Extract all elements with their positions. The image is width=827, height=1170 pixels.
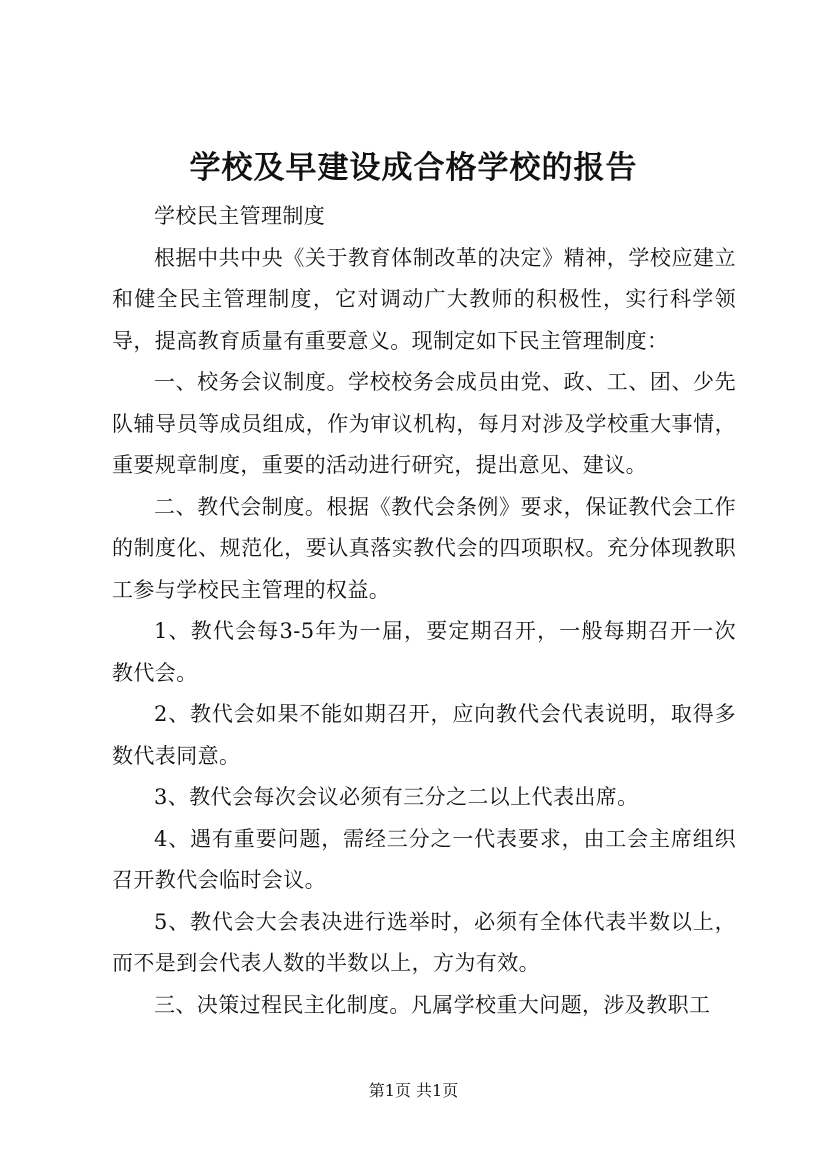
item-5-paragraph: 5、教代会大会表决进行选举时，必须有全体代表半数以上，而不是到会代表人数的半数以上，方为有效。 [112,909,736,975]
item-3-paragraph: 3、教代会每次会议必须有三分之二以上代表出席。 [154,785,639,809]
section-heading: 学校民主管理制度 [154,204,326,228]
item-1-paragraph: 1、教代会每3-5年为一届，要定期召开，一般每期召开一次教代会。 [112,619,736,685]
page-number-footer: 第1页 共1页 [368,1081,459,1100]
item-2-paragraph: 2、教代会如果不能如期召开，应向教代会代表说明，取得多数代表同意。 [112,702,736,768]
document-body [112,196,736,1026]
section-2-paragraph: 二、教代会制度。根据《教代会条例》要求，保证教代会工作的制度化、规范化，要认真落实教代会的四项职权。充分体现教职工参与学校民主管理的权益。 [112,494,736,602]
document-title: 学校及早建设成合格学校的报告 [189,150,638,186]
section-1-paragraph: 一、校务会议制度。学校校务会成员由党、政、工、团、少先队辅导员等成员组成，作为审议机构，每月对涉及学校重大事情，重要规章制度，重要的活动进行研究，提出意见、建议。 [112,370,736,477]
item-4-paragraph: 4、遇有重要问题，需经三分之一代表要求，由工会主席组织召开教代会临时会议。 [112,826,736,892]
section-3-paragraph: 三、决策过程民主化制度。凡属学校重大问题，涉及教职工 [154,992,711,1017]
intro-paragraph: 根据中共中央《关于教育体制改革的决定》精神，学校应建立和健全民主管理制度，它对调动广大教师的积极性，实行科学领导，提高教育质量有重要意义。现制定如下民主管理制度： [112,245,736,353]
